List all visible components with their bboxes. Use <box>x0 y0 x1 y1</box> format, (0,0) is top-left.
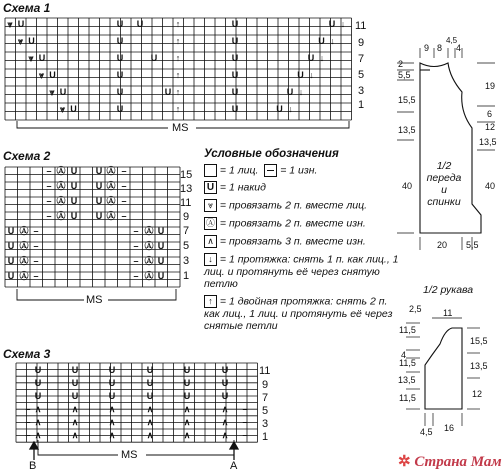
knit-symbol: ↑ <box>175 87 181 97</box>
knit-symbol: U <box>231 87 239 97</box>
sleeve-right-dim-2: 13,5 <box>470 361 488 371</box>
scheme2-repeat-label: MS <box>86 294 103 306</box>
sleeve-left-dim-2: 4 <box>401 350 407 360</box>
knit-symbol: U <box>28 36 35 46</box>
knit-symbol: Ⓐ <box>19 241 29 251</box>
legend-skpo-text: = 1 протяжка: снять 1 п. как лиц., 1 лиц. и протянуть её через снятую петлю <box>204 253 399 290</box>
knit-symbol: U <box>71 378 79 388</box>
sleeve-right-dim-3: 12 <box>472 389 483 399</box>
knit-symbol: – <box>133 226 139 236</box>
knit-symbol: – <box>121 166 127 176</box>
knit-symbol: U <box>70 166 78 176</box>
legend-purl-text: = 1 изн. <box>280 164 318 177</box>
knit-symbol: U <box>116 19 124 29</box>
knit-symbol: U <box>34 391 42 401</box>
scheme3-row-3: 3 <box>262 418 269 430</box>
k2tog-symbol-icon: ⩔ <box>204 199 217 212</box>
legend-k2tog-text: = провязать 2 п. вместе лиц. <box>219 199 368 212</box>
body-left-dim-4: 13,5 <box>398 125 416 135</box>
sleeve-title: 1/2 рукава <box>423 284 474 296</box>
double-skpo-symbol-icon: ↑ <box>204 295 217 308</box>
knit-symbol: ∧ <box>183 430 191 440</box>
sleeve-top-dim-2: 11 <box>443 308 453 318</box>
knit-symbol: U <box>183 391 191 401</box>
p2tog-symbol-icon: Ⓐ <box>205 218 215 228</box>
knit-symbol: – <box>46 196 52 206</box>
knit-symbol: U <box>286 87 294 97</box>
knit-symbol: ⩔ <box>38 70 45 80</box>
knit-symbol: U <box>70 211 78 221</box>
scheme2-row-11: 11 <box>180 197 192 209</box>
scheme2-row-5: 5 <box>183 240 190 252</box>
knit-symbol: U <box>221 378 229 388</box>
scheme2-row-15: 15 <box>180 169 193 181</box>
knit-symbol: – <box>121 196 127 206</box>
sleeve-dimension-lines <box>406 318 483 426</box>
body-right-dim-3: 12 <box>485 122 496 132</box>
knit-symbol: Ⓐ <box>144 256 154 266</box>
knit-symbol: ⩔ <box>49 87 55 97</box>
knit-symbol: ∧ <box>146 417 154 427</box>
knit-symbol: U <box>116 70 124 80</box>
scheme3-row-5: 5 <box>262 405 269 417</box>
scheme2-row-13: 13 <box>180 183 193 195</box>
body-right-dim-4: 13,5 <box>479 137 497 147</box>
knit-symbol: ∧ <box>221 417 229 427</box>
sleeve-right-dim-1: 15,5 <box>470 336 488 346</box>
knit-symbol: U <box>7 271 15 281</box>
watermark-text: Страна Мам <box>414 454 502 470</box>
sleeve-bottom-dim-1: 4,5 <box>420 427 433 437</box>
knit-symbol: U <box>7 241 15 251</box>
knit-symbol: ∧ <box>108 417 116 427</box>
knit-symbol: Ⓐ <box>144 226 154 236</box>
legend-knit-purl <box>204 164 400 177</box>
knit-symbol: U <box>116 36 124 46</box>
sleeve-left-dim-5: 11,5 <box>399 393 416 403</box>
knit-symbol: U <box>146 378 154 388</box>
scheme2-title: Схема 2 <box>3 149 51 163</box>
knit-symbol: – <box>25 417 31 427</box>
knit-symbol: ↓ <box>319 53 325 63</box>
knit-symbol: U <box>157 271 165 281</box>
scheme2-row-7: 7 <box>183 225 190 237</box>
knit-symbol: U <box>116 104 124 114</box>
scheme1-repeat-label: MS <box>172 122 189 134</box>
knit-symbol: U <box>221 365 229 375</box>
knit-symbol: Ⓐ <box>56 211 66 221</box>
knit-symbol: ∧ <box>71 404 79 414</box>
yarn-over-symbol-icon: U <box>204 181 217 194</box>
knit-symbol: ↑ <box>175 19 181 29</box>
knit-symbol: U <box>231 104 239 114</box>
knit-symbol: ∧ <box>34 430 42 440</box>
knit-symbol-icon <box>204 164 217 177</box>
knit-symbol: U <box>70 104 77 114</box>
scheme1-row-9: 9 <box>358 37 365 49</box>
body-dimension-lines <box>397 48 495 250</box>
knit-symbol: U <box>221 391 229 401</box>
body-left-dim-3: 15,5 <box>398 95 416 105</box>
knit-symbol: – <box>46 166 52 176</box>
scheme3-row-1: 1 <box>262 431 269 443</box>
knit-symbol: U <box>231 19 239 29</box>
knit-symbol: U <box>231 70 239 80</box>
knit-symbol: ∧ <box>71 417 79 427</box>
knit-symbol: Ⓐ <box>56 181 66 191</box>
knit-symbol: – <box>33 226 39 236</box>
purl-symbol-icon <box>264 164 277 177</box>
knit-symbol: Ⓐ <box>19 271 29 281</box>
scheme1-row-3: 3 <box>358 85 365 97</box>
body-left-dim-5: 40 <box>402 181 413 191</box>
scheme3-row-7: 7 <box>262 392 269 404</box>
knit-symbol: Ⓐ <box>56 196 66 206</box>
knit-symbol: – <box>242 430 248 440</box>
knit-symbol: U <box>108 391 116 401</box>
knit-symbol: U <box>108 365 116 375</box>
knit-symbol: U <box>95 181 103 191</box>
knit-symbol: U <box>157 256 165 266</box>
sleeve-left-dim-4: 13,5 <box>398 375 416 385</box>
knit-symbol: ↑ <box>175 70 181 80</box>
legend-yarn-over <box>204 181 400 194</box>
scheme2-row-9: 9 <box>183 211 190 223</box>
knit-symbol: – <box>242 404 248 414</box>
legend-title: Условные обозначения <box>204 148 339 160</box>
legend-k2tog <box>204 199 400 212</box>
knit-symbol: U <box>95 196 103 206</box>
scheme1-row-1: 1 <box>358 99 365 111</box>
body-top-dim-2: 8 <box>437 43 443 53</box>
knit-symbol: ↓ <box>298 87 304 97</box>
p3tog-symbol-icon: ∧ <box>204 235 217 248</box>
body-bottom-dim-1: 20 <box>437 240 448 250</box>
knit-symbol: – <box>25 430 31 440</box>
skpo-symbol-icon: ↓ <box>204 253 217 266</box>
knit-symbol: U <box>70 196 78 206</box>
sleeve-left-dim-3: 11,5 <box>399 358 416 368</box>
knit-symbol: – <box>46 211 52 221</box>
knit-symbol: U <box>146 365 154 375</box>
scheme3-row-11: 11 <box>259 365 271 377</box>
scheme1-row-7: 7 <box>358 53 365 65</box>
knit-symbol: ⩔ <box>59 104 66 114</box>
knit-symbol: ↓ <box>288 104 293 114</box>
legend-skpo <box>204 253 400 290</box>
knit-symbol: U <box>59 87 67 97</box>
knit-symbol: U <box>116 53 124 63</box>
legend-p3tog-text: = провязать 3 п. вместе изн. <box>219 235 366 248</box>
legend-knit-text: = 1 лиц. <box>219 164 259 177</box>
knit-symbol: U <box>318 36 325 46</box>
knit-symbol: U <box>183 378 191 388</box>
knit-symbol: U <box>34 365 42 375</box>
knit-symbol: – <box>33 271 39 281</box>
knit-symbol: ∧ <box>183 417 191 427</box>
sleeve-bottom-dim-2: 16 <box>444 423 455 433</box>
knit-symbol: U <box>183 365 191 375</box>
knit-symbol: Ⓐ <box>106 181 116 191</box>
knit-symbol: – <box>242 417 248 427</box>
body-top-dim-1: 9 <box>424 43 430 53</box>
knit-symbol: ∧ <box>34 417 42 427</box>
knit-symbol: U <box>307 53 315 63</box>
knit-symbol: ↑ <box>175 36 181 46</box>
knit-symbol: Ⓐ <box>144 271 154 281</box>
knit-symbol: ↑ <box>175 53 181 63</box>
knit-symbol: U <box>231 36 239 46</box>
body-right-dim-5: 40 <box>485 181 496 191</box>
legend-p2tog-text: = провязать 2 п. вместе изн. <box>219 217 366 230</box>
knit-symbol: – <box>25 404 31 414</box>
knit-symbol: U <box>71 391 79 401</box>
body-left-dim-2: 5,5 <box>398 70 411 80</box>
legend-p3tog <box>204 235 400 248</box>
knit-symbol: ∧ <box>71 430 79 440</box>
knit-symbol: U <box>95 166 103 176</box>
knit-symbol: ∧ <box>221 430 229 440</box>
body-pattern-label: 1/2 переда и спинки <box>426 160 462 208</box>
knit-symbol: U <box>164 87 172 97</box>
knit-symbol: – <box>33 241 39 251</box>
knit-symbol: U <box>49 70 56 80</box>
knit-symbol: Ⓐ <box>106 211 116 221</box>
knit-symbol: U <box>7 226 15 236</box>
knit-symbol: ∧ <box>34 404 42 414</box>
knit-symbol: U <box>95 211 103 221</box>
knit-symbol: U <box>136 19 144 29</box>
knit-symbol: Ⓐ <box>106 196 116 206</box>
knit-symbol: ∧ <box>146 430 154 440</box>
scheme3-repeat-label: MS <box>121 449 138 461</box>
knit-symbol: U <box>150 53 158 63</box>
knit-symbol: Ⓐ <box>56 166 66 176</box>
knit-symbol: U <box>146 391 154 401</box>
knit-symbol: U <box>297 70 304 80</box>
knit-symbol: ∧ <box>108 430 116 440</box>
scheme2-row-1: 1 <box>183 270 190 282</box>
legend-p2tog <box>204 217 400 230</box>
knit-symbol: – <box>133 271 139 281</box>
scheme3-marker-a: A <box>230 460 238 472</box>
scheme2-row-3: 3 <box>183 255 190 267</box>
knit-symbol: ↓ <box>330 36 335 46</box>
knit-symbol: U <box>34 378 42 388</box>
knit-symbol: Ⓐ <box>144 241 154 251</box>
legend <box>204 148 400 332</box>
knit-symbol: ↓ <box>309 70 314 80</box>
sleeve-pattern-outline <box>425 328 462 409</box>
knit-symbol: ↑ <box>175 104 181 114</box>
legend-double-skpo <box>204 295 400 332</box>
knit-symbol: ⩔ <box>7 19 13 29</box>
knit-symbol: ∧ <box>183 404 191 414</box>
knit-symbol: U <box>116 87 124 97</box>
knit-symbol: U <box>231 53 239 63</box>
body-left-dim-1: 2 <box>398 59 404 69</box>
knit-symbol: U <box>276 104 283 114</box>
knit-symbol: – <box>46 181 52 191</box>
scheme1-title: Схема 1 <box>3 1 51 15</box>
body-top-dim-3: 4,5 <box>446 36 458 45</box>
knit-symbol: – <box>33 256 39 266</box>
sleeve-left-dim-1: 11,5 <box>399 325 416 335</box>
knit-symbol: – <box>121 211 127 221</box>
knit-symbol: U <box>157 241 165 251</box>
knit-symbol: – <box>121 181 127 191</box>
knit-symbol: – <box>133 256 139 266</box>
knit-symbol: U <box>17 19 25 29</box>
body-bottom-dim-2: 5,5 <box>466 240 479 250</box>
knit-symbol: ⩔ <box>17 36 24 46</box>
scheme3-marker-b: B <box>29 460 37 472</box>
knit-symbol: ∧ <box>146 404 154 414</box>
knit-symbol: – <box>133 241 139 251</box>
knit-symbol: ∧ <box>108 404 116 414</box>
knit-symbol: U <box>38 53 46 63</box>
scheme3-title: Схема 3 <box>3 347 51 361</box>
knit-symbol: ↓ <box>340 19 346 29</box>
knit-symbol: ∧ <box>221 404 229 414</box>
knit-symbol: U <box>328 19 336 29</box>
body-right-dim-1: 19 <box>485 81 496 91</box>
knit-symbol: U <box>71 365 79 375</box>
sleeve-top-dim-1: 2,5 <box>409 304 422 314</box>
knit-symbol: Ⓐ <box>19 256 29 266</box>
scheme2-grid <box>5 167 180 287</box>
scheme3-row-9: 9 <box>262 379 269 391</box>
legend-double-skpo-text: = 1 двойная протяжка: снять 2 п. как лиц., 1 лиц. и протянуть её через снятые петли <box>204 295 393 332</box>
scheme1-row-11: 11 <box>355 20 367 32</box>
knit-symbol: U <box>157 226 165 236</box>
knit-symbol: Ⓐ <box>19 226 29 236</box>
legend-yarn-over-text: = 1 накид <box>219 181 266 194</box>
knit-symbol: U <box>7 256 15 266</box>
knit-symbol: U <box>108 378 116 388</box>
scheme1-row-5: 5 <box>358 69 365 81</box>
body-top-dim-4: 4 <box>456 43 462 53</box>
knit-symbol: ⩔ <box>28 53 34 63</box>
body-right-dim-2: 6 <box>487 109 493 119</box>
site-watermark: ✲ Страна Мам <box>398 454 502 470</box>
knit-symbol: U <box>70 181 78 191</box>
knit-symbol: Ⓐ <box>106 166 116 176</box>
